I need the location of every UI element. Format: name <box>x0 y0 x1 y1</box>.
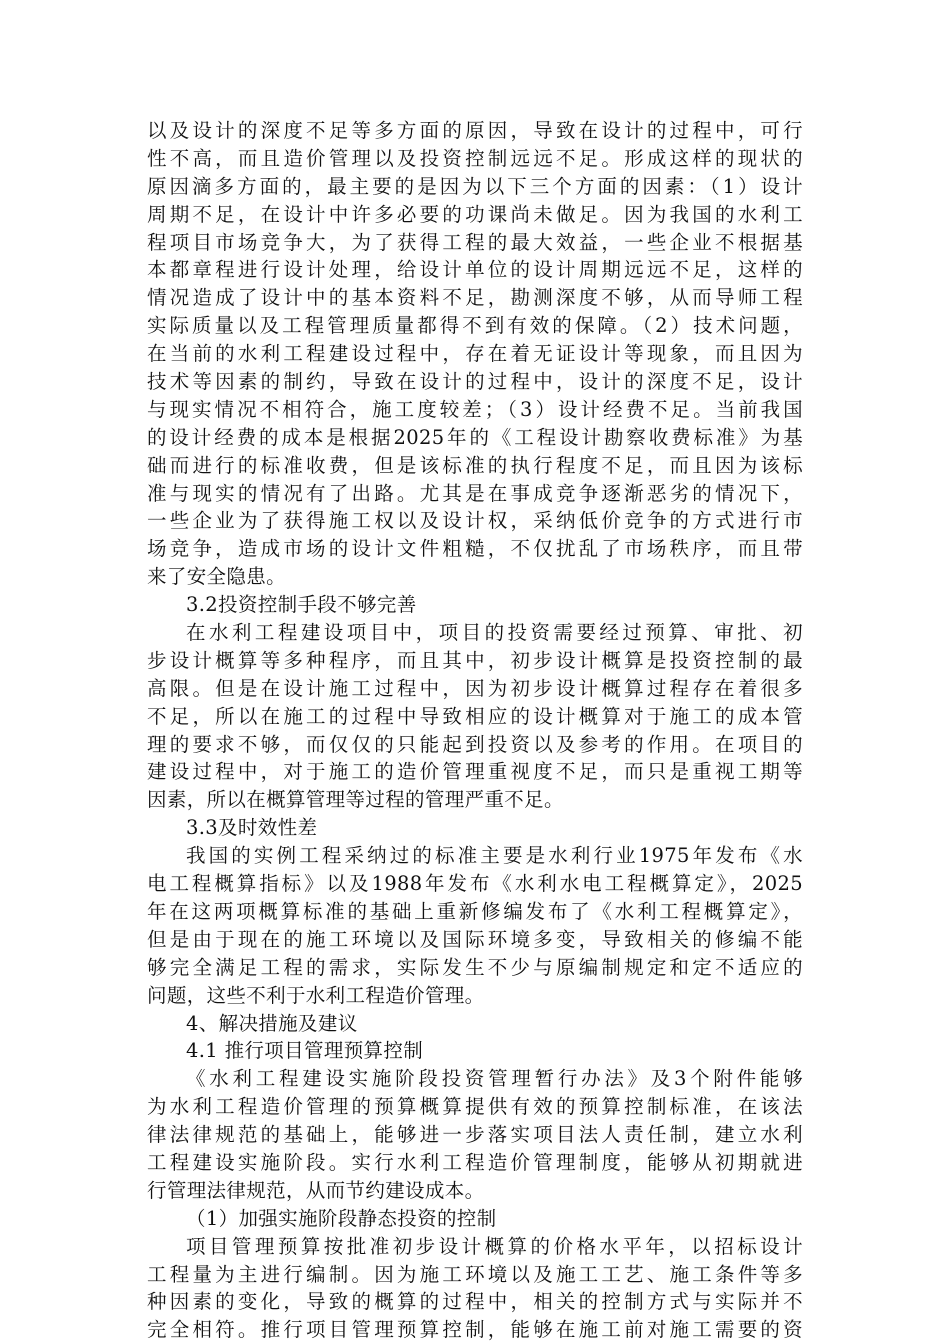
paragraph-line: 建设过程中，对于施工的造价管理重视度不足，而只是重视工期等 <box>147 760 803 784</box>
paragraph-line: 实际质量以及工程管理质量都得不到有效的保障。（2）技术问题， <box>147 314 803 338</box>
paragraph-line: 技术等因素的制约，导致在设计的过程中，设计的深度不足，设计 <box>147 370 803 394</box>
paragraph-line: 不足，所以在施工的过程中导致相应的设计概算对于施工的成本管 <box>147 704 803 728</box>
paragraph-line: 础而进行的标准收费，但是该标准的执行程度不足，而且因为该标 <box>147 453 803 477</box>
paragraph-line: 因素，所以在概算管理等过程的管理严重不足。 <box>147 788 564 812</box>
paragraph-line: 来了安全隐患。 <box>147 565 286 589</box>
paragraph-line: 的设计经费的成本是根据2025年的《工程设计勘察收费标准》为基 <box>147 425 803 449</box>
paragraph-line: 律法律规范的基础上，能够进一步落实项目法人责任制，建立水利 <box>147 1123 803 1147</box>
paragraph-line: 完全相符。推行项目管理预算控制，能够在施工前对施工需要的资 <box>147 1318 803 1342</box>
section-heading: 3.3及时效性差 <box>186 816 318 840</box>
paragraph-line: 够完全满足工程的需求，实际发生不少与原编制规定和定不适应的 <box>147 955 803 979</box>
paragraph-line: 《水利工程建设实施阶段投资管理暂行办法》及3个附件能够 <box>186 1067 803 1091</box>
paragraph-line: 年在这两项概算标准的基础上重新修编发布了《水利工程概算定》， <box>147 899 803 923</box>
paragraph-line: 但是由于现在的施工环境以及国际环境多变，导致相关的修编不能 <box>147 927 803 951</box>
paragraph-line: 与现实情况不相符合，施工度较差；（3）设计经费不足。当前我国 <box>147 397 803 421</box>
section-heading: 3.2投资控制手段不够完善 <box>186 593 417 617</box>
paragraph-line: 程项目市场竞争大，为了获得工程的最大效益，一些企业不根据基 <box>147 230 803 254</box>
paragraph-line: 在水利工程建设项目中，项目的投资需要经过预算、审批、初 <box>186 621 803 645</box>
paragraph-line: 周期不足，在设计中许多必要的功课尚未做足。因为我国的水利工 <box>147 202 803 226</box>
paragraph-line: 一些企业为了获得施工权以及设计权，采纳低价竞争的方式进行市 <box>147 509 803 533</box>
section-heading: 4、解决措施及建议 <box>186 1011 358 1035</box>
paragraph-line: 以及设计的深度不足等多方面的原因，导致在设计的过程中，可行 <box>147 119 803 142</box>
paragraph-line: 性不高，而且造价管理以及投资控制远远不足。形成这样的现状的 <box>147 146 803 170</box>
body-text <box>147 117 803 1344</box>
paragraph-line: 为水利工程造价管理的预算概算提供有效的预算控制标准，在该法 <box>147 1095 803 1119</box>
paragraph-line: 情况造成了设计中的基本资料不足，勘测深度不够，从而导师工程 <box>147 286 803 310</box>
section-heading: （1）加强实施阶段静态投资的控制 <box>186 1206 497 1230</box>
paragraph-line: 理的要求不够，而仅仅的只能起到投资以及参考的作用。在项目的 <box>147 732 803 756</box>
paragraph-line: 工程量为主进行编制。因为施工环境以及施工工艺、施工条件等多 <box>147 1262 803 1286</box>
paragraph-line: 种因素的变化，导致的概算的过程中，相关的控制方式与实际并不 <box>147 1290 803 1314</box>
paragraph-line: 电工程概算指标》以及1988年发布《水利水电工程概算定》，2025 <box>147 872 803 896</box>
paragraph-line: 高限。但是在设计施工过程中，因为初步设计概算过程存在着很多 <box>147 676 803 700</box>
paragraph-line: 问题，这些不利于水利工程造价管理。 <box>147 983 485 1007</box>
paragraph-line: 原因滴多方面的，最主要的是因为以下三个方面的因素：（1）设计 <box>147 174 803 198</box>
paragraph-line: 步设计概算等多种程序，而且其中，初步设计概算是投资控制的最 <box>147 648 803 672</box>
paragraph-line: 本都章程进行设计处理，给设计单位的设计周期远远不足，这样的 <box>147 258 803 282</box>
paragraph-line: 行管理法律规范，从而节约建设成本。 <box>147 1178 485 1202</box>
paragraph-line: 准与现实的情况有了出路。尤其是在事成竞争逐渐恶劣的情况下， <box>147 481 803 505</box>
paragraph-line: 在当前的水利工程建设过程中，存在着无证设计等现象，而且因为 <box>147 342 803 366</box>
paragraph-line: 场竞争，造成市场的设计文件粗糙，不仅扰乱了市场秩序，而且带 <box>147 537 803 561</box>
section-heading: 4.1 推行项目管理预算控制 <box>186 1039 424 1063</box>
paragraph-line: 我国的实例工程采纳过的标准主要是水利行业1975年发布《水 <box>186 844 803 868</box>
paragraph-line: 项目管理预算按批准初步设计概算的价格水平年，以招标设计 <box>186 1234 803 1258</box>
paragraph-line: 工程建设实施阶段。实行水利工程造价管理制度，能够从初期就进 <box>147 1150 803 1174</box>
